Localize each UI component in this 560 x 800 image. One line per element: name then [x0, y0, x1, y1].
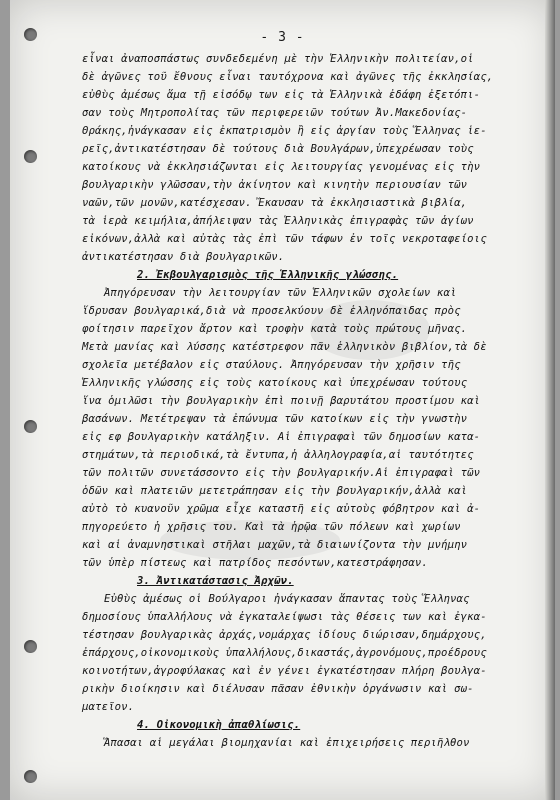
- text-line: εἰκόνων,ἀλλὰ καὶ αὐτὰς τὰς ἐπὶ τῶν τάφων ἐν τοῖς νεκροταφείοις: [82, 233, 487, 245]
- page-number: - 3 -: [260, 30, 305, 45]
- text-line: κοινοτήτων,ἀγροφύλακας καὶ ἐν γένει ἐγκατέστησαν πλήρη βουλγα-: [82, 665, 487, 677]
- text-line: εὐθὺς ἀμέσως ἅμα τῇ εἰσόδῳ των εἰς τὰ Ἑλληνικὰ ἐδάφη ἐξετόπι-: [82, 89, 481, 101]
- section-heading-3: 3. Ἀντικατάστασις Ἀρχῶν.: [137, 575, 294, 587]
- text-line: τῶν πολιτῶν συνετάσσοντο εἰς τὴν βουλγαρικήν.Αἱ ἐπιγραφαὶ τῶν: [82, 467, 481, 479]
- text-line: Θράκης,ἠνάγκασαν εἰς ἐκπατρισμὸν ἢ εἰς ἀργίαν τοὺς Ἕλληνας ἱε-: [82, 125, 487, 137]
- text-line: τῶν ὑπὲρ πίστεως καὶ πατρίδος πεσόντων,κατεστράφησαν.: [82, 557, 428, 569]
- text-line: ρεῖς,ἀντικατέστησαν δὲ τούτους διὰ Βουλγάρων,ὑπεχρέωσαν τοὺς: [82, 143, 474, 155]
- text-line: δὲ ἀγῶνες τοῦ ἔθνους εἶναι ταυτόχρονα καὶ ἀγῶνες τῆς ἐκκλησίας,: [82, 71, 494, 83]
- text-line: Ἅπασαι αἱ μεγάλαι βιομηχανίαι καὶ ἐπιχειρήσεις περιῆλθον: [104, 737, 470, 749]
- text-line: ἵνα ὁμιλῶσι τὴν βουλγαρικὴν ἐπὶ ποινῇ βαρυτάτου προστίμου καὶ: [82, 395, 481, 407]
- section-3-body: [82, 590, 537, 716]
- text-line: στημάτων,τὰ περιοδικά,τὰ ἔντυπα,ἡ ἀλληλογραφία,αἱ ταυτότητες: [82, 449, 474, 461]
- text-line: Εὐθὺς ἀμέσως οἱ Βούλγαροι ἠνάγκασαν ἅπαντας τοὺς Ἕλληνας: [104, 593, 470, 605]
- section-2-body: [82, 284, 537, 572]
- typewritten-text: [82, 50, 537, 752]
- text-line: εἶναι ἀναποσπάστως συνδεδεμένη μὲ τὴν Ἑλληνικὴν πολιτείαν,οἱ: [82, 53, 474, 65]
- text-line: σαν τοὺς Μητροπολίτας τῶν περιφερειῶν τούτων Ἀν.Μακεδονίας-: [82, 107, 468, 119]
- text-line: ματεῖον.: [82, 701, 135, 713]
- punch-hole: [24, 770, 37, 783]
- section-heading-4: 4. Οἰκονομικὴ ἀπαθλίωσις.: [137, 719, 301, 731]
- text-line: πηγορεύετο ἡ χρῆσις του. Καὶ τὰ ἡρῷα τῶν πόλεων καὶ χωρίων: [82, 521, 461, 533]
- text-line: ἀντικατέστησαν διὰ βουλγαρικῶν.: [82, 251, 285, 263]
- text-line: ρικὴν διοίκησιν καὶ διέλυσαν πᾶσαν ἐθνικὴν ὀργάνωσιν καὶ σω-: [82, 683, 474, 695]
- punch-holes: [20, 0, 44, 800]
- text-line: εἰς εφ βουλγαρικὴν κατάληξιν. Αἱ ἐπιγραφαὶ τῶν δημοσίων κατα-: [82, 431, 481, 443]
- text-line: βασάνων. Μετέτρεψαν τὰ ἐπώνυμα τῶν κατοίκων εἰς τὴν γνωστὴν: [82, 413, 468, 425]
- text-line: αὐτὸ τὸ κυανοῦν χρῶμα εἶχε καταστῆ εἰς αὐτοὺς φόβητρον καὶ ἀ-: [82, 503, 481, 515]
- text-line: ἐπάρχους,οἰκονομικοὺς ὑπαλλήλους,δικαστάς,ἀγρονόμους,προέδρους: [82, 647, 487, 659]
- punch-hole: [24, 420, 37, 433]
- section-heading-4-line: [82, 716, 537, 734]
- text-line: ἵδρυσαν βουλγαρικά,διὰ νὰ προσελκύουν δὲ ἑλληνόπαιδας πρὸς: [82, 305, 461, 317]
- text-line: ὁδῶν καὶ πλατειῶν μετετράπησαν εἰς τὴν βουλγαρικήν,ἀλλὰ καὶ: [82, 485, 468, 497]
- section-heading-2: 2. Ἐκβουλγαρισμὸς τῆς Ἑλληνικῆς γλώσσης.: [137, 269, 399, 281]
- section-1-body: [82, 50, 537, 266]
- text-line: βουλγαρικὴν γλῶσσαν,τὴν ἀκίνητον καὶ κινητὴν περιουσίαν τῶν: [82, 179, 468, 191]
- text-line: καὶ αἱ ἀναμνηστικαὶ στῆλαι μαχῶν,τὰ διαιωνίζοντα τὴν μνήμην: [82, 539, 468, 551]
- section-heading-2-line: [82, 266, 537, 284]
- punch-hole: [24, 150, 37, 163]
- text-line: σχολεῖα μετέβαλον εἰς σταύλους. Ἀπηγόρευσαν τὴν χρῆσιν τῆς: [82, 359, 461, 371]
- text-line: ναῶν,τῶν μονῶν,κατέσχεσαν. Ἔκαυσαν τὰ ἐκκλησιαστικὰ βιβλία,: [82, 197, 468, 209]
- page-edge-shadow: [545, 0, 555, 800]
- text-line: Ἀπηγόρευσαν τὴν λειτουργίαν τῶν Ἑλληνικῶν σχολείων καὶ: [104, 287, 457, 299]
- text-line: Μετὰ μανίας καὶ λύσσης κατέστρεφον πᾶν ἑλληνικὸν βιβλίον,τὰ δὲ: [82, 341, 487, 353]
- document-page: [10, 0, 555, 800]
- text-line: φοίτησιν παρεῖχον ἄρτον καὶ τροφὴν κατὰ τοὺς πρώτους μῆνας.: [82, 323, 468, 335]
- punch-hole: [24, 640, 37, 653]
- text-line: δημοσίους ὑπαλλήλους νὰ ἐγκαταλείψωσι τὰς θέσεις των καὶ ἐγκα-: [82, 611, 487, 623]
- text-line: κατοίκους νὰ ἐκκλησιάζωνται εἰς λειτουργίας γενομένας εἰς τὴν: [82, 161, 481, 173]
- section-4-body: [82, 734, 537, 752]
- section-heading-3-line: [82, 572, 537, 590]
- text-line: τὰ ἱερὰ κειμήλια,ἀπήλειψαν τὰς Ἑλληνικὰς ἐπιγραφὰς τῶν ἁγίων: [82, 215, 474, 227]
- text-line: Ἑλληνικῆς γλώσσης εἰς τοὺς κατοίκους καὶ ὑπεχρέωσαν τούτους: [82, 377, 468, 389]
- text-line: τέστησαν βουλγαρικὰς ἀρχάς,νομάρχας ἰδίους διώρισαν,δημάρχους,: [82, 629, 487, 641]
